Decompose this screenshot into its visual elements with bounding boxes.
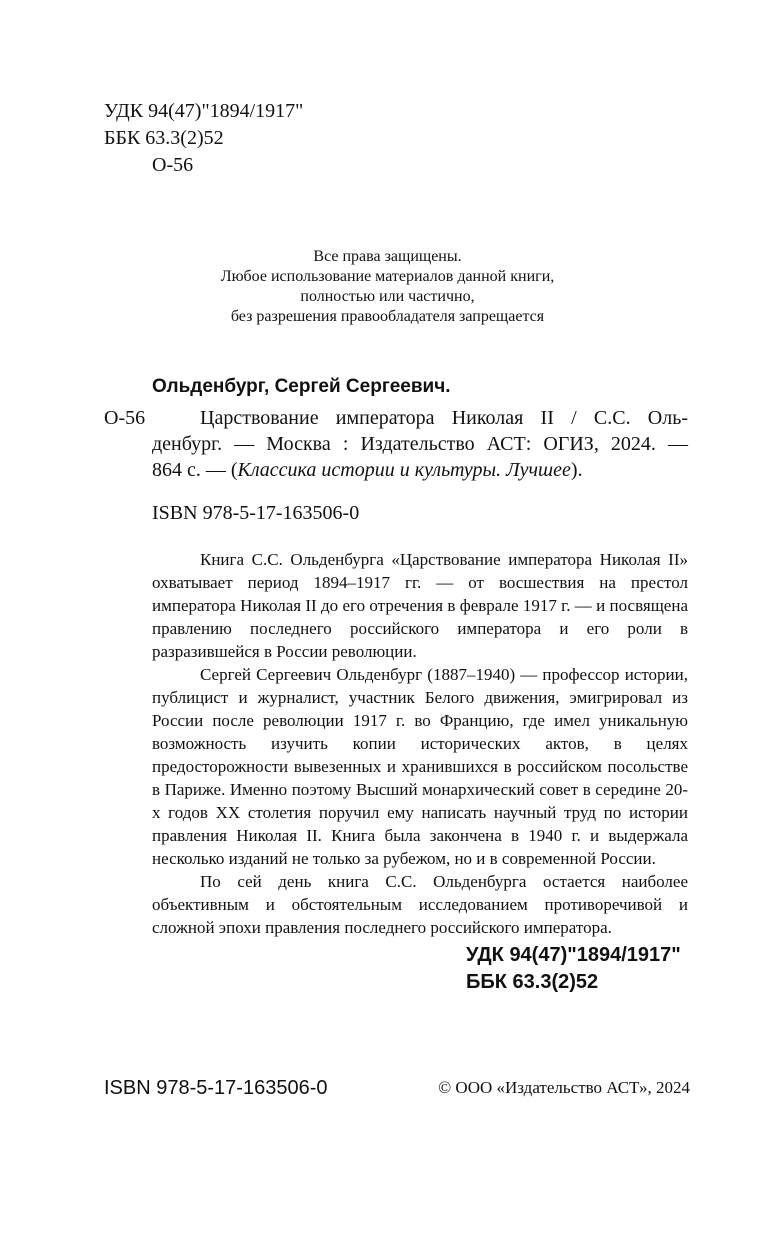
- abstract-paragraph-2: Сергей Сергеевич Ольденбург (1887–1940) — профессор истории, публицист и журналист, участник Белого движения, эмигрировал из России после революции 1917 г. во Францию, где имел уникальную возможность изучить копии исторических актов, в целях предосторожности вывезенных и хранившихся в российском посольстве в Париже. Именно поэтому Высший монархический совет в середине 20-х годов XX столетия поручил ему написать научный труд по истории правления Николая II. Книга была закончена в 1940 г. и выдержала несколько изданий не только за рубежом, но и в современной России.: [152, 665, 688, 868]
- bbk-code: ББК 63.3(2)52: [104, 127, 224, 149]
- abstract-paragraph-1: Книга С.С. Ольденбурга «Царствование императора Николая II» охватывает период 1894–1917 гг. — от восшествия на престол императора Николая II до его отречения в феврале 1917 г. — и посвящена правлению последнего российского императора и его роли в разразившейся в России революции.: [152, 550, 688, 661]
- bibliographic-line-1: Царствование императора Николая II / С.С. Оль-: [200, 407, 688, 429]
- footer-isbn: ISBN 978-5-17-163506-0: [104, 1077, 328, 1099]
- bibliographic-record: [152, 405, 688, 483]
- bibliographic-line-3: [152, 457, 688, 483]
- page-count-text: 864 с. — (: [152, 459, 238, 481]
- rights-line-4: без разрешения правообладателя запрещается: [230, 308, 545, 325]
- author-mark: О-56: [152, 154, 194, 176]
- abstract-paragraph-3: По сей день книга С.С. Ольденбурга остается наиболее объективным и обстоятельным исследованием противоречивой и сложной эпохи правления последнего российского императора.: [152, 872, 688, 937]
- bottom-classification-codes: [466, 942, 681, 996]
- classification-codes: [104, 98, 303, 179]
- rights-line-2: Любое использование материалов данной книги,: [220, 268, 555, 285]
- copyright: © ООО «Издательство АСТ», 2024: [438, 1078, 690, 1097]
- rights-line-3: полностью или частично,: [300, 288, 475, 305]
- copyright-notice: [180, 247, 595, 327]
- bottom-bbk-code: ББК 63.3(2)52: [466, 971, 599, 993]
- book-abstract: [152, 548, 688, 939]
- rights-line-1: Все права защищены.: [313, 248, 462, 265]
- bibliographic-line-2: денбург. — Москва : Издательство АСТ: ОГИЗ, 2024. —: [152, 433, 688, 455]
- udk-code: УДК 94(47)"1894/1917": [104, 100, 304, 122]
- book-author: Ольденбург, Сергей Сергеевич.: [152, 376, 451, 397]
- book-series: Классика истории и культуры. Лучшее: [237, 459, 571, 481]
- series-closing-text: ).: [570, 459, 583, 481]
- catalog-mark: О-56: [104, 407, 146, 429]
- bottom-udk-code: УДК 94(47)"1894/1917": [466, 944, 681, 966]
- isbn: ISBN 978-5-17-163506-0: [152, 502, 360, 524]
